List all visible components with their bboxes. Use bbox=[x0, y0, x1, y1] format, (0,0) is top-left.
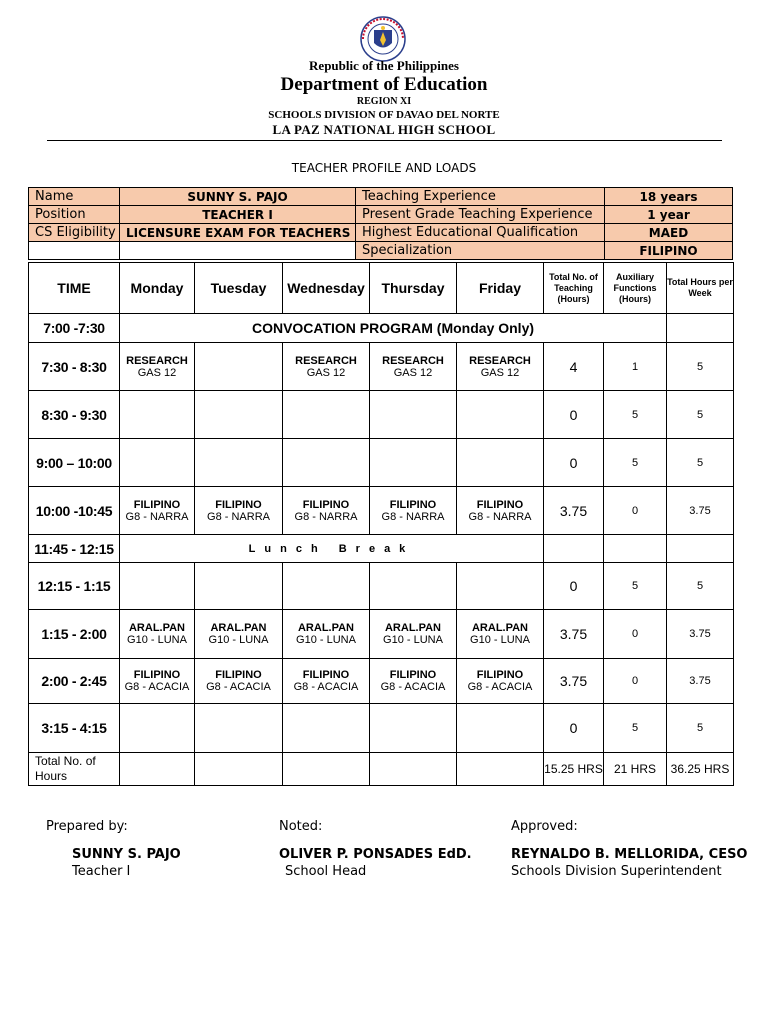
empty-cell bbox=[195, 753, 283, 786]
auxiliary-hours-cell: 5 bbox=[604, 391, 667, 439]
cs-eligibility-label: CS Eligibility bbox=[29, 224, 120, 242]
teaching-hours-cell: 3.75 bbox=[544, 610, 604, 659]
schedule-header-row bbox=[29, 263, 734, 314]
section-name: G10 - LUNA bbox=[296, 634, 356, 646]
grade-experience-label: Present Grade Teaching Experience bbox=[356, 206, 605, 224]
empty-cell bbox=[120, 753, 195, 786]
header-division: SCHOOLS DIVISION OF DAVAO DEL NORTE bbox=[268, 109, 500, 121]
profile-row bbox=[29, 242, 733, 260]
page-title: TEACHER PROFILE AND LOADS bbox=[291, 161, 477, 175]
time-cell: 9:00 – 10:00 bbox=[29, 439, 120, 487]
auxiliary-hours-cell: 5 bbox=[604, 439, 667, 487]
header-region: REGION XI bbox=[356, 96, 412, 107]
empty-cell bbox=[283, 753, 370, 786]
time-cell: 11:45 - 12:15 bbox=[29, 535, 120, 563]
teaching-hours-cell: 0 bbox=[544, 439, 604, 487]
section-name: G8 - NARRA bbox=[125, 510, 189, 523]
lunch-break-label: Lunch Break bbox=[120, 535, 544, 563]
friday-class-cell bbox=[457, 343, 544, 391]
monday-class-cell bbox=[120, 704, 195, 753]
header-monday: Monday bbox=[120, 263, 195, 314]
subject-name: FILIPINO bbox=[302, 669, 350, 681]
approved-name: REYNALDO B. MELLORIDA, CESO bbox=[511, 847, 748, 862]
friday-class-cell bbox=[457, 659, 544, 704]
auxiliary-hours-cell: 0 bbox=[604, 610, 667, 659]
prepared-label: Prepared by: bbox=[46, 819, 128, 834]
empty-cell bbox=[604, 535, 667, 563]
section-name: G8 - NARRA bbox=[294, 510, 358, 523]
subject-name: RESEARCH bbox=[469, 354, 531, 367]
wednesday-class-cell bbox=[283, 487, 370, 535]
qualification-label: Highest Educational Qualification bbox=[356, 224, 605, 242]
tuesday-class-cell bbox=[195, 659, 283, 704]
header-auxiliary: Auxiliary Functions (Hours) bbox=[604, 263, 667, 314]
header-total-teaching: Total No. of Teaching (Hours) bbox=[544, 263, 604, 314]
subject-name: FILIPINO bbox=[302, 498, 350, 511]
header-friday: Friday bbox=[457, 263, 544, 314]
subject-name: ARAL.PAN bbox=[210, 622, 267, 634]
noted-name: OLIVER P. PONSADES EdD. bbox=[279, 847, 472, 862]
prepared-title: Teacher I bbox=[72, 864, 131, 879]
subject-name: FILIPINO bbox=[476, 498, 524, 511]
time-cell: 2:00 - 2:45 bbox=[29, 659, 120, 704]
wednesday-class-cell bbox=[283, 439, 370, 487]
friday-class-cell bbox=[457, 391, 544, 439]
wednesday-class-cell bbox=[283, 659, 370, 704]
auxiliary-hours-cell: 1 bbox=[604, 343, 667, 391]
section-name: G10 - LUNA bbox=[208, 634, 269, 646]
tuesday-class-cell bbox=[195, 391, 283, 439]
experience-value: 18 years bbox=[605, 188, 733, 206]
time-cell: 7:30 - 8:30 bbox=[29, 343, 120, 391]
prepared-name: SUNNY S. PAJO bbox=[72, 847, 181, 862]
friday-class-cell bbox=[457, 487, 544, 535]
section-name: G10 - LUNA bbox=[127, 634, 187, 646]
time-cell: 7:00 -7:30 bbox=[29, 314, 120, 343]
subject-name: ARAL.PAN bbox=[471, 622, 528, 634]
section-name: GAS 12 bbox=[306, 366, 346, 379]
subject-name: RESEARCH bbox=[382, 354, 444, 367]
empty-cell bbox=[29, 242, 120, 260]
section-name: GAS 12 bbox=[393, 366, 433, 379]
header-school: LA PAZ NATIONAL HIGH SCHOOL bbox=[272, 122, 496, 137]
section-name: G10 - LUNA bbox=[383, 634, 443, 646]
approved-label: Approved: bbox=[511, 819, 578, 834]
header-divider bbox=[47, 140, 722, 141]
subject-name: FILIPINO bbox=[389, 498, 437, 511]
lunch-row bbox=[29, 535, 734, 563]
subject-name: FILIPINO bbox=[389, 669, 437, 681]
friday-class-cell bbox=[457, 704, 544, 753]
header-republic: Republic of the Philippines bbox=[309, 58, 459, 73]
section-name: G8 - NARRA bbox=[381, 510, 445, 523]
wednesday-class-cell bbox=[283, 391, 370, 439]
profile-row bbox=[29, 206, 733, 224]
monday-class-cell bbox=[120, 391, 195, 439]
header-department: Department of Education bbox=[280, 74, 488, 95]
section-name: G8 - ACACIA bbox=[467, 681, 533, 693]
subject-name: FILIPINO bbox=[215, 669, 262, 681]
week-total-cell: 3.75 bbox=[667, 610, 734, 659]
convocation-row bbox=[29, 314, 734, 343]
empty-cell bbox=[544, 535, 604, 563]
schedule-row bbox=[29, 659, 734, 704]
thursday-class-cell bbox=[370, 704, 457, 753]
section-name: GAS 12 bbox=[480, 366, 520, 379]
approved-title: Schools Division Superintendent bbox=[511, 864, 722, 879]
week-total-cell: 5 bbox=[667, 391, 734, 439]
total-teaching-hours: 15.25 HRS bbox=[544, 753, 604, 786]
subject-name: ARAL.PAN bbox=[128, 622, 185, 634]
section-name: G8 - NARRA bbox=[207, 510, 270, 523]
thursday-class-cell bbox=[370, 439, 457, 487]
monday-class-cell bbox=[120, 343, 195, 391]
teaching-hours-cell: 0 bbox=[544, 704, 604, 753]
totals-row bbox=[29, 753, 734, 786]
name-value: SUNNY S. PAJO bbox=[120, 188, 356, 206]
teaching-hours-cell: 3.75 bbox=[544, 659, 604, 704]
tuesday-class-cell bbox=[195, 563, 283, 610]
section-name: G10 - LUNA bbox=[470, 634, 530, 646]
week-total-cell: 5 bbox=[667, 439, 734, 487]
wednesday-class-cell bbox=[283, 563, 370, 610]
friday-class-cell bbox=[457, 563, 544, 610]
auxiliary-hours-cell: 0 bbox=[604, 487, 667, 535]
empty-cell bbox=[370, 753, 457, 786]
profile-row bbox=[29, 224, 733, 242]
wednesday-class-cell bbox=[283, 610, 370, 659]
section-name: G8 - NARRA bbox=[468, 510, 532, 523]
experience-label: Teaching Experience bbox=[356, 188, 605, 206]
subject-name: FILIPINO bbox=[133, 498, 181, 511]
auxiliary-hours-cell: 5 bbox=[604, 704, 667, 753]
thursday-class-cell bbox=[370, 487, 457, 535]
convocation-label: CONVOCATION PROGRAM (Monday Only) bbox=[120, 314, 667, 343]
empty-cell bbox=[120, 242, 356, 260]
schedule-row bbox=[29, 610, 734, 659]
subject-name: FILIPINO bbox=[215, 498, 262, 511]
schedule-row bbox=[29, 343, 734, 391]
week-total-cell: 3.75 bbox=[667, 487, 734, 535]
position-label: Position bbox=[29, 206, 120, 224]
time-cell: 12:15 - 1:15 bbox=[29, 563, 120, 610]
subject-name: RESEARCH bbox=[126, 354, 188, 367]
time-cell: 8:30 - 9:30 bbox=[29, 391, 120, 439]
subject-name: ARAL.PAN bbox=[384, 622, 441, 634]
time-cell: 1:15 - 2:00 bbox=[29, 610, 120, 659]
monday-class-cell bbox=[120, 487, 195, 535]
thursday-class-cell bbox=[370, 659, 457, 704]
header-total-week: Total Hours per Week bbox=[667, 263, 734, 314]
section-name: G8 - ACACIA bbox=[293, 681, 359, 693]
time-cell: 10:00 -10:45 bbox=[29, 487, 120, 535]
thursday-class-cell bbox=[370, 343, 457, 391]
cs-eligibility-value: LICENSURE EXAM FOR TEACHERS bbox=[120, 224, 356, 242]
time-cell: 3:15 - 4:15 bbox=[29, 704, 120, 753]
header-wednesday: Wednesday bbox=[283, 263, 370, 314]
teaching-hours-cell: 0 bbox=[544, 563, 604, 610]
specialization-label: Specialization bbox=[356, 242, 605, 260]
week-total-cell: 5 bbox=[667, 563, 734, 610]
schedule-table bbox=[28, 262, 734, 786]
tuesday-class-cell bbox=[195, 487, 283, 535]
wednesday-class-cell bbox=[283, 704, 370, 753]
monday-class-cell bbox=[120, 659, 195, 704]
profile-row bbox=[29, 188, 733, 206]
subject-name: RESEARCH bbox=[295, 354, 357, 367]
empty-cell bbox=[667, 535, 734, 563]
subject-name: ARAL.PAN bbox=[297, 622, 354, 634]
week-total-cell: 5 bbox=[667, 343, 734, 391]
header-time: TIME bbox=[29, 263, 120, 314]
section-name: G8 - ACACIA bbox=[124, 681, 190, 693]
week-total-cell: 3.75 bbox=[667, 659, 734, 704]
name-label: Name bbox=[29, 188, 120, 206]
section-name: G8 - ACACIA bbox=[380, 681, 446, 693]
grade-experience-value: 1 year bbox=[605, 206, 733, 224]
total-auxiliary-hours: 21 HRS bbox=[604, 753, 667, 786]
thursday-class-cell bbox=[370, 391, 457, 439]
empty-cell bbox=[457, 753, 544, 786]
section-name: G8 - ACACIA bbox=[206, 681, 271, 693]
auxiliary-hours-cell: 5 bbox=[604, 563, 667, 610]
teaching-hours-cell: 3.75 bbox=[544, 487, 604, 535]
schedule-row bbox=[29, 487, 734, 535]
schedule-row bbox=[29, 563, 734, 610]
empty-cell bbox=[667, 314, 734, 343]
auxiliary-hours-cell: 0 bbox=[604, 659, 667, 704]
schedule-row bbox=[29, 704, 734, 753]
monday-class-cell bbox=[120, 610, 195, 659]
teaching-hours-cell: 0 bbox=[544, 391, 604, 439]
tuesday-class-cell bbox=[195, 343, 283, 391]
noted-title: School Head bbox=[285, 864, 367, 879]
deped-seal-logo bbox=[353, 16, 413, 62]
monday-class-cell bbox=[120, 439, 195, 487]
noted-label: Noted: bbox=[279, 819, 323, 834]
header-tuesday: Tuesday bbox=[195, 263, 283, 314]
header-thursday: Thursday bbox=[370, 263, 457, 314]
wednesday-class-cell bbox=[283, 343, 370, 391]
total-week-hours: 36.25 HRS bbox=[667, 753, 734, 786]
friday-class-cell bbox=[457, 610, 544, 659]
schedule-row bbox=[29, 391, 734, 439]
totals-label: Total No. of Hours bbox=[29, 753, 120, 786]
tuesday-class-cell bbox=[195, 439, 283, 487]
friday-class-cell bbox=[457, 439, 544, 487]
monday-class-cell bbox=[120, 563, 195, 610]
teaching-hours-cell: 4 bbox=[544, 343, 604, 391]
tuesday-class-cell bbox=[195, 610, 283, 659]
subject-name: FILIPINO bbox=[133, 669, 181, 681]
tuesday-class-cell bbox=[195, 704, 283, 753]
week-total-cell: 5 bbox=[667, 704, 734, 753]
thursday-class-cell bbox=[370, 563, 457, 610]
position-value: TEACHER I bbox=[120, 206, 356, 224]
schedule-row bbox=[29, 439, 734, 487]
specialization-value: FILIPINO bbox=[605, 242, 733, 260]
profile-table bbox=[28, 187, 733, 260]
thursday-class-cell bbox=[370, 610, 457, 659]
qualification-value: MAED bbox=[605, 224, 733, 242]
subject-name: FILIPINO bbox=[476, 669, 524, 681]
section-name: GAS 12 bbox=[137, 366, 177, 379]
